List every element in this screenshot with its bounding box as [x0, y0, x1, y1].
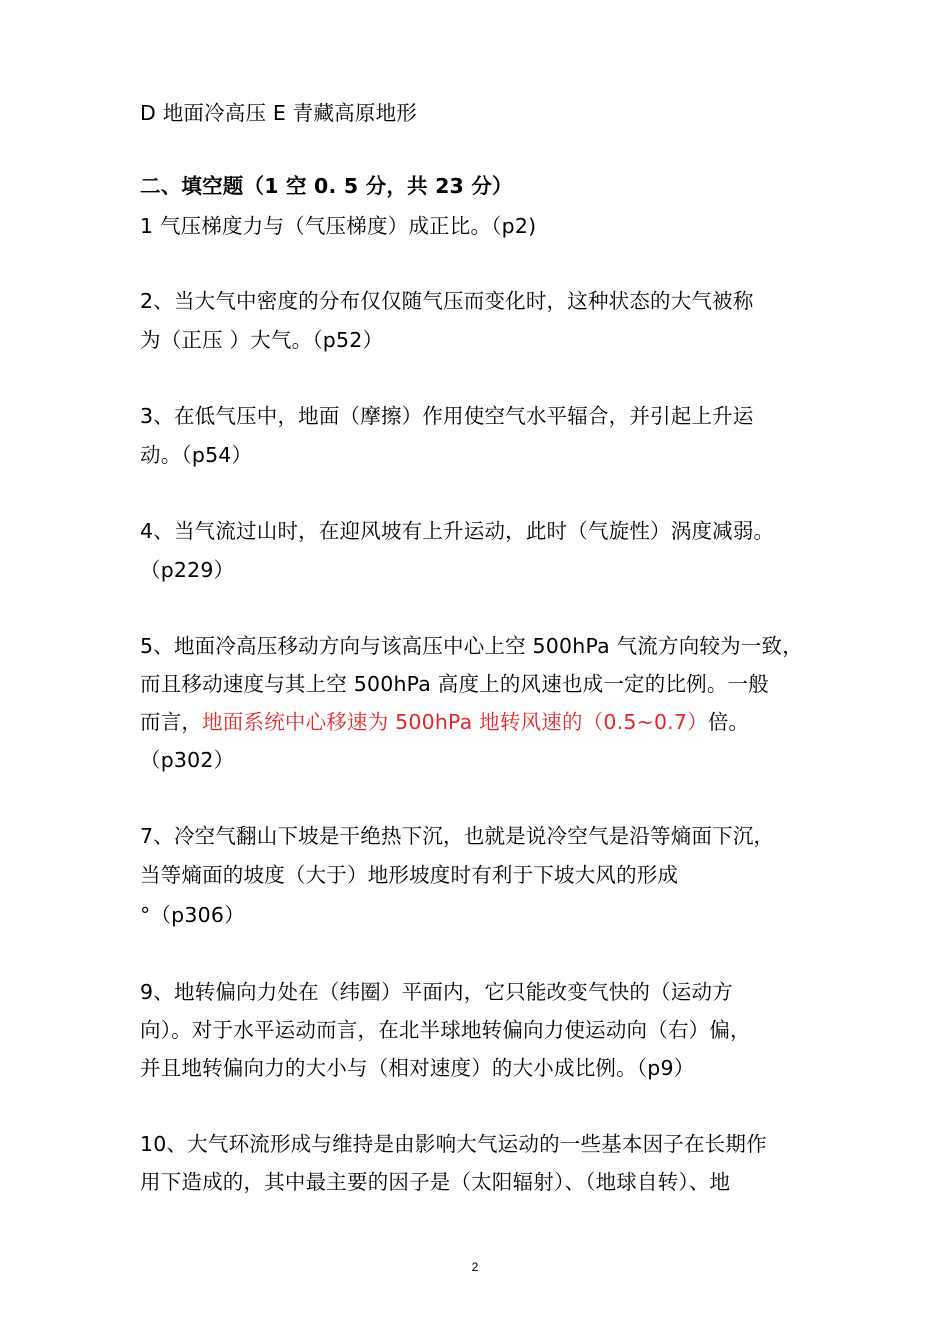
- question-9-line-1: 9、地转偏向力处在（纬圈）平面内，它只能改变气快的（运动方: [140, 980, 733, 1004]
- question-5-line-4: （p302）: [140, 748, 235, 772]
- question-7-line-1: 7、冷空气翻山下坡是干绝热下沉，也就是说冷空气是沿等熵面下沉，: [140, 824, 775, 848]
- question-5-line-1: 5、地面冷高压移动方向与该高压中心上空 500hPa 气流方向较为一致，: [140, 634, 803, 658]
- question-5-line-3: [140, 708, 749, 736]
- question-4-line-2: （p229）: [140, 558, 235, 582]
- section-heading: 二、填空题（1 空 0. 5 分，共 23 分）: [140, 174, 513, 198]
- question-5-line-2: 而且移动速度与其上空 500hPa 高度上的风速也成一定的比例。一般: [140, 672, 769, 696]
- question-4-line-1: 4、当气流过山时，在迎风坡有上升运动，此时（气旋性）涡度减弱。: [140, 519, 775, 543]
- option-d-e-line: D 地面冷高压 E 青藏高原地形: [140, 101, 417, 125]
- question-7-line-3: °（p306）: [140, 903, 245, 927]
- question-2-line-1: 2、当大气中密度的分布仅仅随气压而变化时，这种状态的大气被称: [140, 289, 754, 313]
- question-9-line-2: 向）。对于水平运动而言，在北半球地转偏向力使运动向（右）偏，: [140, 1018, 751, 1042]
- question-10-line-2: 用下造成的，其中最主要的因子是（太阳辐射）、（地球自转）、地: [140, 1170, 731, 1194]
- question-2-line-2: 为（正压 ）大气。（p52）: [140, 328, 384, 352]
- question-9-line-3: 并且地转偏向力的大小与（相对速度）的大小成比例。（p9）: [140, 1056, 695, 1080]
- question-5-suffix: 倍。: [707, 710, 750, 734]
- question-3-line-2: 动。（p54）: [140, 443, 253, 467]
- highlighted-answer: 地面系统中心移速为 500hPa 地转风速的（0.5~0.7）: [202, 710, 708, 734]
- question-3-line-1: 3、在低气压中，地面（摩擦）作用使空气水平辐合，并引起上升运: [140, 404, 754, 428]
- question-7-line-2: 当等熵面的坡度（大于）地形坡度时有利于下坡大风的形成: [140, 863, 679, 887]
- question-1: 1 气压梯度力与（气压梯度）成正比。（p2): [140, 214, 537, 238]
- question-10-line-1: 10、大气环流形成与维持是由影响大气运动的一些基本因子在长期作: [140, 1132, 767, 1156]
- page-number: 2: [471, 1260, 479, 1274]
- question-5-prefix: 而言，: [140, 710, 203, 734]
